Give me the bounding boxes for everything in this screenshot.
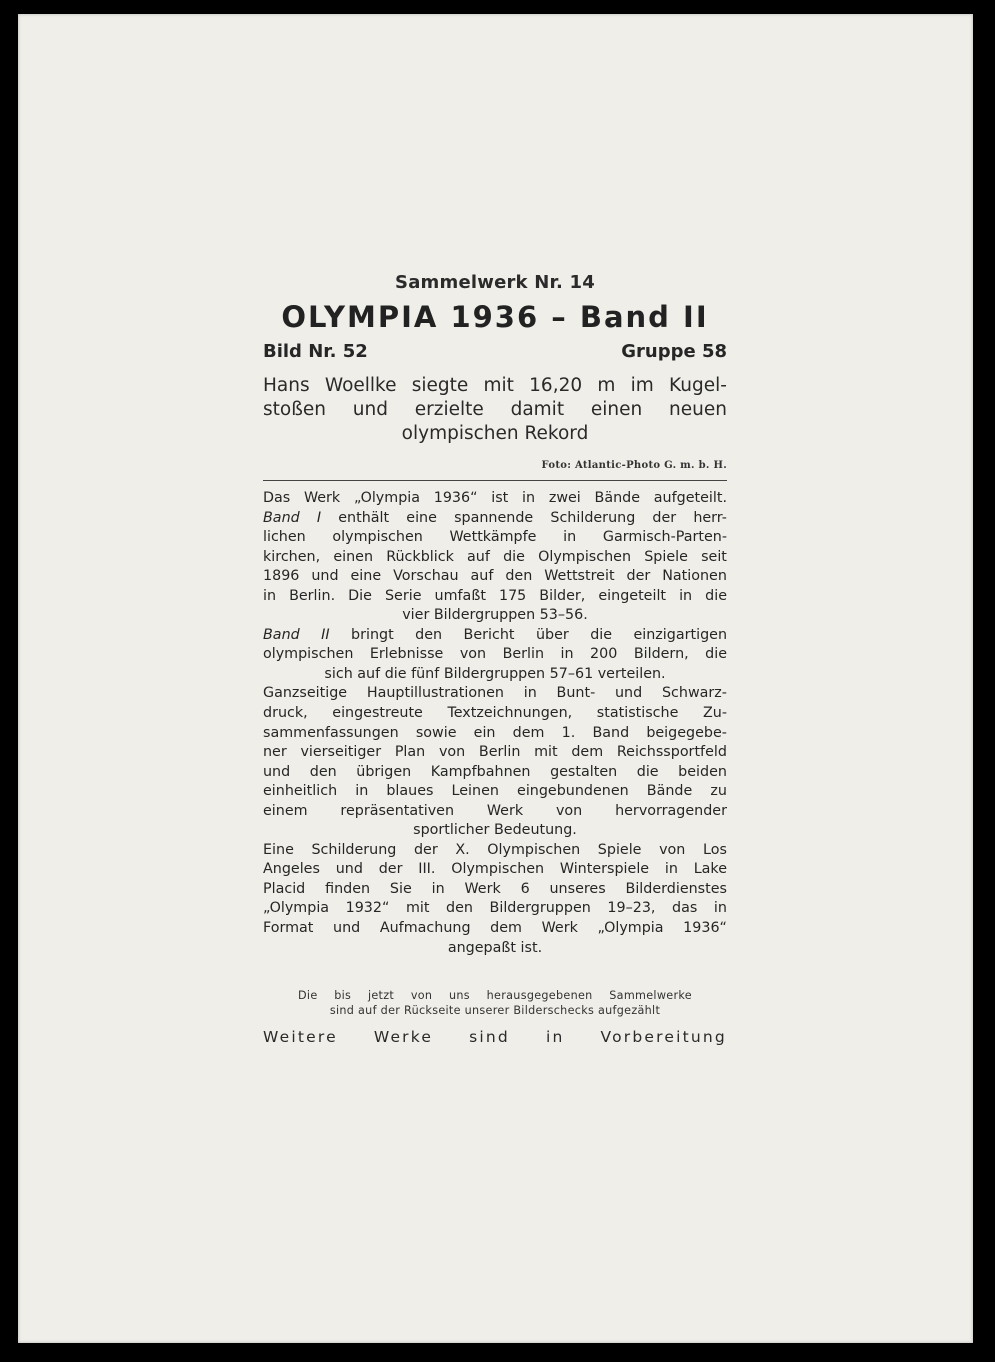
series-label: Sammelwerk [395, 272, 528, 293]
text-line: sich auf die fünf Bildergruppen 57–61 verteilen. [324, 665, 666, 682]
text-line: Band II bringt den Bericht über die einzigartigen [263, 626, 727, 643]
description-text [263, 489, 727, 958]
text-line: druck, eingestreute Textzeichnungen, statistische Zu- [263, 705, 727, 722]
text-line: 1896 und eine Vorschau auf den Wettstreit der Nationen [263, 568, 727, 585]
text-line: angepaßt ist. [447, 939, 543, 956]
series-number: Nr. 14 [534, 272, 595, 293]
text-line: sammenfassungen sowie ein dem 1. Band beigegebe- [263, 724, 727, 741]
group-number: Gruppe 58 [621, 341, 727, 362]
footnote [263, 988, 727, 1018]
photo-credit: Foto: Atlantic-Photo G. m. b. H. [541, 460, 727, 471]
text-line: sportlicher Bedeutung. [413, 822, 577, 839]
text-line: in Berlin. Die Serie umfaßt 175 Bilder, eingeteilt in die [263, 587, 727, 604]
caption-line: stoßen und erzielte damit einen neuen [263, 399, 727, 420]
series-heading [263, 272, 727, 293]
info-row [263, 341, 727, 362]
caption-line: Hans Woellke siegte mit 16,20 m im Kugel- [263, 375, 727, 396]
text-line: Eine Schilderung der X. Olympischen Spiele von Los [263, 841, 727, 858]
text-line: einem repräsentativen Werk von hervorragender [263, 802, 727, 819]
text-line: vier Bildergruppen 53–56. [402, 607, 588, 624]
divider [263, 480, 727, 481]
text-line: Format und Aufmachung dem Werk „Olympia 1936“ [263, 920, 727, 937]
text-line: Band I enthält eine spannende Schilderung der herr- [263, 509, 727, 526]
text-line: einheitlich in blaues Leinen eingebundenen Bände zu [263, 783, 727, 800]
closing-line: Weitere Werke sind in Vorbereitung [263, 1028, 727, 1046]
text-line: Ganzseitige Hauptillustrationen in Bunt- und Schwarz- [263, 685, 727, 702]
text-line: kirchen, einen Rückblick auf die Olympischen Spiele seit [263, 548, 727, 565]
picture-number: Bild Nr. 52 [263, 341, 368, 362]
picture-caption [263, 374, 727, 446]
text-line: und den übrigen Kampfbahnen gestalten die beiden [263, 763, 727, 780]
main-title: OLYMPIA 1936 – Band II [281, 300, 709, 334]
text-line: Angeles und der III. Olympischen Winterspiele in Lake [263, 861, 727, 878]
text-line: olympischen Erlebnisse von Berlin in 200 Bildern, die [263, 646, 727, 663]
footnote-line: sind auf der Rückseite unserer Bilderschecks aufgezählt [329, 1004, 661, 1017]
text-line: Placid finden Sie in Werk 6 unseres Bilderdienstes [263, 880, 727, 897]
text-line: Das Werk „Olympia 1936“ ist in zwei Bände aufgeteilt. [263, 490, 727, 506]
text-line: ner vierseitiger Plan von Berlin mit dem Reichssportfeld [263, 744, 727, 761]
text-line: „Olympia 1932“ mit den Bildergruppen 19–23, das in [263, 900, 727, 917]
text-line: lichen olympischen Wettkämpfe in Garmisch-Parten- [263, 529, 727, 546]
caption-line: olympischen Rekord [401, 423, 589, 444]
footnote-line: Die bis jetzt von uns herausgegebenen Sammelwerke [298, 989, 692, 1002]
